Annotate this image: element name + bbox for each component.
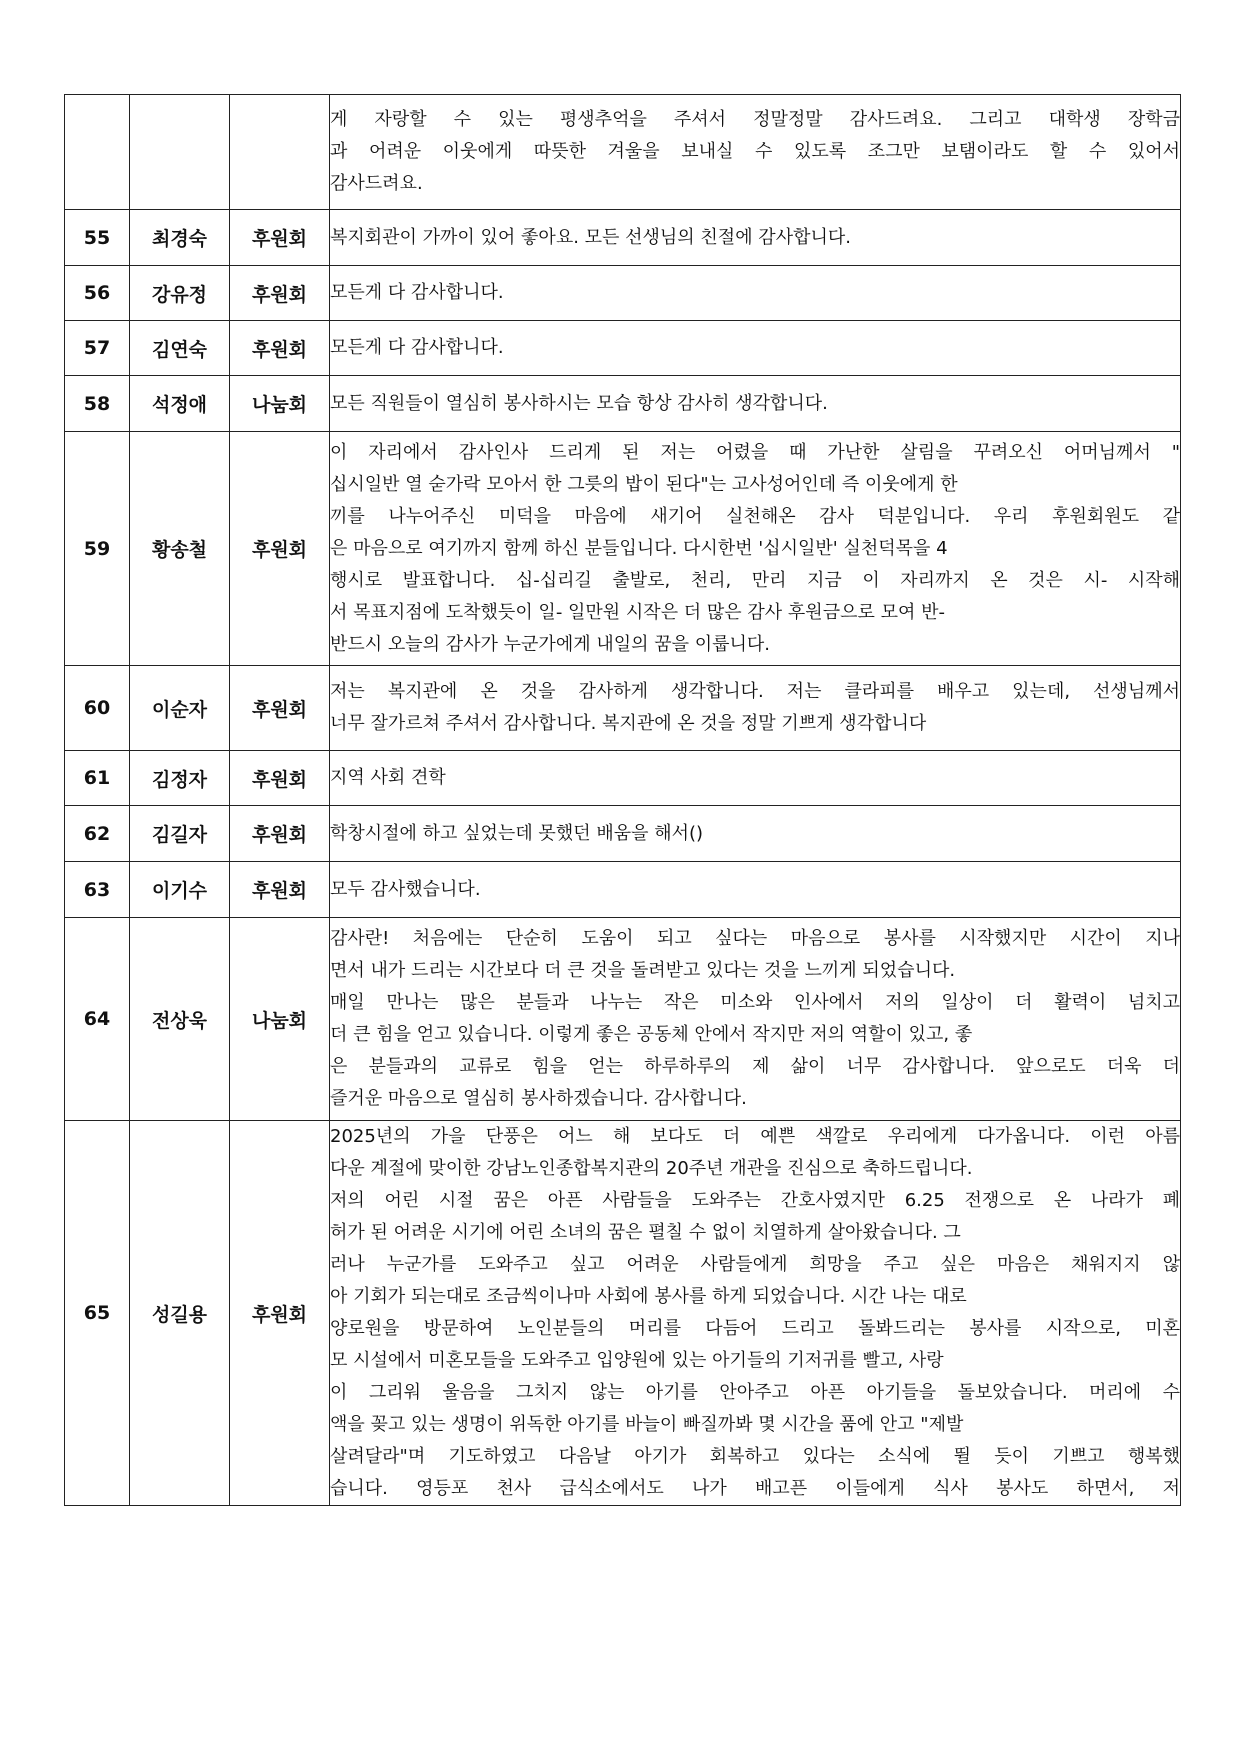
message-line: 매일 만나는 많은 분들과 나누는 작은 미소와 인사에서 저의 일상이 더 활력이 넘치고 [330,992,1180,1013]
row-number: 64 [65,918,130,1121]
message-cell [330,862,1181,918]
donor-name: 김정자 [130,751,230,806]
table-row [65,1121,1181,1506]
donor-group: 나눔회 [230,918,330,1121]
donor-group: 후원회 [230,266,330,321]
donor-name: 김길자 [130,806,230,862]
message-line: 모두 감사했습니다. [330,878,481,900]
message-line: 액을 꽂고 있는 생명이 위독한 아기를 바늘이 빠질까봐 몇 시간을 품에 안고 "제발 [330,1414,964,1435]
message-cell [330,266,1181,321]
message-line: 은 마음으로 여기까지 함께 하신 분들입니다. 다시한번 '십시일반' 실천덕목을 4 [330,537,948,559]
message-line: 모든게 다 감사합니다. [330,337,504,358]
table-row [65,95,1181,210]
donor-name: 강유정 [130,266,230,321]
message-cell [330,376,1181,432]
row-number: 62 [65,806,130,862]
donor-group: 후원회 [230,751,330,806]
donor-name [130,95,230,210]
donor-group: 후원회 [230,806,330,862]
donor-name: 전상욱 [130,918,230,1121]
row-number: 63 [65,862,130,918]
message-cell [330,918,1181,1121]
message-line: 저의 어린 시절 꿈은 아픈 사람들을 도와주는 간호사였지만 6.25 전쟁으로 온 나라가 폐 [330,1190,1180,1211]
message-line: 감사드려요. [330,173,423,194]
row-number: 60 [65,666,130,751]
message-cell [330,751,1181,806]
table-row [65,751,1181,806]
message-line: 반드시 오늘의 감사가 누군가에게 내일의 꿈을 이룹니다. [330,633,770,655]
donor-group [230,95,330,210]
message-line: 양로원을 방문하여 노인분들의 머리를 다듬어 드리고 돌봐드리는 봉사를 시작으로, 미혼 [330,1318,1180,1339]
message-line: 허가 된 어려운 시기에 어린 소녀의 꿈은 펼칠 수 없이 치열하게 살아왔습니다. 그 [330,1222,961,1243]
message-line: 이 자리에서 감사인사 드리게 된 저는 어렸을 때 가난한 살림을 꾸려오신 어머님께서 " [330,441,1180,463]
row-number: 58 [65,376,130,432]
row-number [65,95,130,210]
donor-name: 성길용 [130,1121,230,1506]
message-line: 이 그리워 울음을 그치지 않는 아기를 안아주고 아픈 아기들을 돌보았습니다. 머리에 수 [330,1382,1180,1403]
message-line: 감사란! 처음에는 단순히 도움이 되고 싶다는 마음으로 봉사를 시작했지만 시간이 지나 [330,928,1180,949]
message-line: 다운 계절에 맞이한 강남노인종합복지관의 20주년 개관을 진심으로 축하드립니다. [330,1158,973,1179]
row-number: 59 [65,432,130,666]
row-number: 55 [65,210,130,266]
message-line: 아 기회가 되는대로 조금씩이나마 사회에 봉사를 하게 되었습니다. 시간 나는 대로 [330,1286,967,1307]
message-line: 끼를 나누어주신 미덕을 마음에 새기어 실천해온 감사 덕분입니다. 우리 후원회원도 같 [330,505,1180,527]
table-row [65,376,1181,432]
message-line: 학창시절에 하고 싶었는데 못했던 배움을 해서() [330,822,704,844]
message-cell [330,1121,1181,1506]
table-row [65,666,1181,751]
donor-name: 김연숙 [130,321,230,376]
message-line: 과 어려운 이웃에게 따뜻한 겨울을 보내실 수 있도록 조그만 보탬이라도 할 수 있어서 [330,141,1180,162]
table-row [65,432,1181,666]
message-cell [330,666,1181,751]
message-line: 즐거운 마음으로 열심히 봉사하겠습니다. 감사합니다. [330,1088,747,1109]
donor-name: 최경숙 [130,210,230,266]
donor-group: 후원회 [230,862,330,918]
message-cell [330,210,1181,266]
message-line: 더 큰 힘을 얻고 있습니다. 이렇게 좋은 공동체 안에서 작지만 저의 역할이 있고, 좋 [330,1024,973,1045]
donor-group: 후원회 [230,321,330,376]
message-line: 살려달라"며 기도하였고 다음날 아기가 회복하고 있다는 소식에 뛸 듯이 기쁘고 행복했 [330,1446,1180,1467]
message-line: 지역 사회 견학 [330,767,446,788]
message-line: 습니다. 영등포 천사 급식소에서도 나가 배고픈 이들에게 식사 봉사도 하면서, 저 [330,1478,1180,1499]
table-row [65,266,1181,321]
testimonial-table [64,94,1181,1506]
message-line: 면서 내가 드리는 시간보다 더 큰 것을 돌려받고 있다는 것을 느끼게 되었습니다. [330,960,956,981]
message-line: 서 목표지점에 도착했듯이 일- 일만원 시작은 더 많은 감사 후원금으로 모여 반- [330,601,945,623]
donor-group: 후원회 [230,432,330,666]
row-number: 57 [65,321,130,376]
message-line: 은 분들과의 교류로 힘을 얻는 하루하루의 제 삶이 너무 감사합니다. 앞으로도 더욱 더 [330,1056,1180,1077]
donor-group: 후원회 [230,210,330,266]
row-number: 61 [65,751,130,806]
message-line: 2025년의 가을 단풍은 어느 해 보다도 더 예쁜 색깔로 우리에게 다가옵니다. 이런 아름 [330,1126,1180,1147]
table-row [65,918,1181,1121]
table-row [65,210,1181,266]
message-line: 모 시설에서 미혼모들을 도와주고 입양원에 있는 아기들의 기저귀를 빨고, 사랑 [330,1350,944,1371]
message-cell [330,321,1181,376]
donor-group: 나눔회 [230,376,330,432]
row-number: 65 [65,1121,130,1506]
donor-name: 이순자 [130,666,230,751]
table-row [65,862,1181,918]
message-line: 십시일반 열 숟가락 모아서 한 그릇의 밥이 된다"는 고사성어인데 즉 이웃에게 한 [330,473,958,495]
message-line: 저는 복지관에 온 것을 감사하게 생각합니다. 저는 클라피를 배우고 있는데, 선생님께서 [330,681,1180,702]
donor-group: 후원회 [230,666,330,751]
message-line: 행시로 발표합니다. 십-십리길 출발로, 천리, 만리 지금 이 자리까지 온 것은 시- 시작해 [330,569,1180,591]
donor-group: 후원회 [230,1121,330,1506]
donor-name: 석정애 [130,376,230,432]
row-number: 56 [65,266,130,321]
message-line: 복지회관이 가까이 있어 좋아요. 모든 선생님의 친절에 감사합니다. [330,226,851,248]
message-line: 너무 잘가르쳐 주셔서 감사합니다. 복지관에 온 것을 정말 기쁘게 생각합니다 [330,713,927,734]
table-row [65,806,1181,862]
message-cell [330,806,1181,862]
donor-name: 황송철 [130,432,230,666]
message-cell [330,432,1181,666]
message-cell [330,95,1181,210]
table-row [65,321,1181,376]
message-line: 게 자랑할 수 있는 평생추억을 주셔서 정말정말 감사드려요. 그리고 대학생 장학금 [330,109,1180,130]
message-line: 모든 직원들이 열심히 봉사하시는 모습 항상 감사히 생각합니다. [330,392,828,414]
donor-name: 이기수 [130,862,230,918]
message-line: 러나 누군가를 도와주고 싶고 어려운 사람들에게 희망을 주고 싶은 마음은 채워지지 않 [330,1254,1180,1275]
table-body [65,95,1181,1506]
message-line: 모든게 다 감사합니다. [330,282,504,303]
